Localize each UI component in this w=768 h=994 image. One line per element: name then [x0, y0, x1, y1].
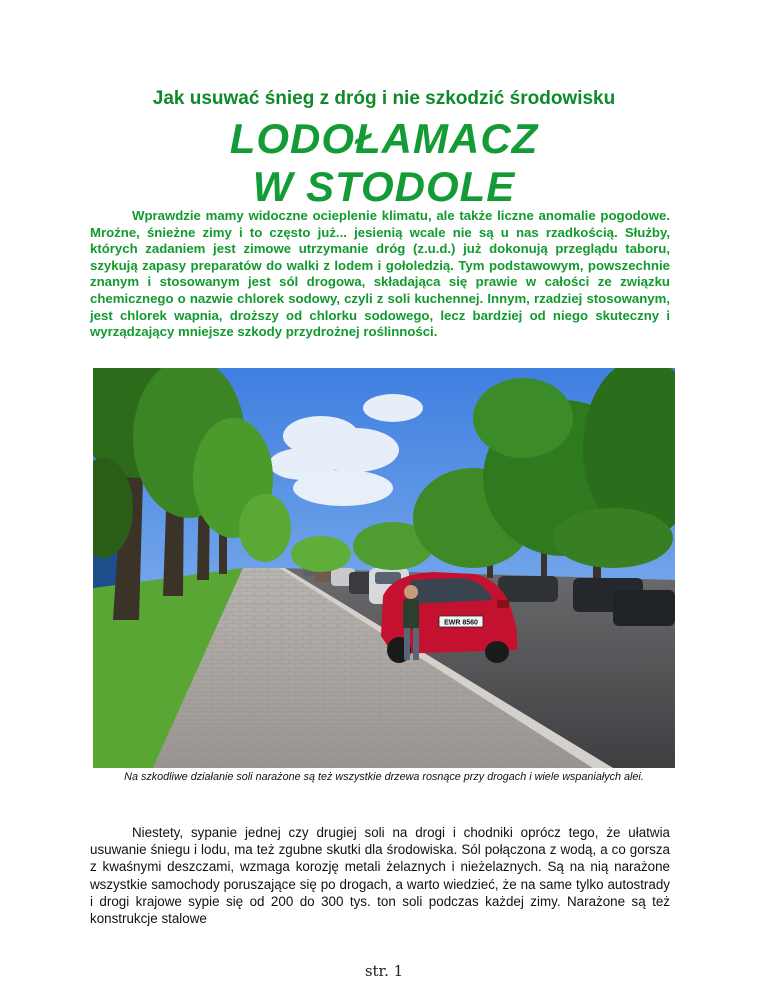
red-car: [381, 572, 517, 663]
article-title-line-1: LODOŁAMACZ: [229, 115, 539, 162]
body-paragraph: Niestety, sypanie jednej czy drugiej soli na drogi i chodniki oprócz tego, że ułatwia usuwanie śniegu i lodu, ma też zgubne skutki dla środowiska. Sól połączona z wodą, a co gorsza z kwaśnymi deszczami, wzmaga korozję metali żelaznych i nieżelaznych. Są na nią narażone wszystkie samochody poruszające się po drogach, a warto wiedzieć, że na same tylko autostrady i drogi krajowe sypie się od 200 do 300 tys. ton soli podczas każdej zimy. Narażone są też konstrukcje stalowe: [90, 825, 670, 927]
lead-paragraph: Wprawdzie mamy widoczne ocieplenie klimatu, ale także liczne anomalie pogodowe. Mroźne, śnieżne zimy i to często już... jesienią wcale nie są u nas rzadkością. Służby, których zadaniem jest zimowe utrzymanie dróg (z.u.d.) już dokonują przeglądu taboru, szykują zapasy preparatów do walki z lodem i gołoledzią. Tym podstawowym, powszechnie znanym i stosowanym jest sól drogowa, składająca się prawie w całości ze związku chemicznego o nazwie chlorek sodowy, czyli z soli kuchennej. Innym, rzadziej stosowanym, jest chlorek wapnia, droższy od chlorku sodowego, lecz bardziej od niego skuteczny i wyrządzający mniejsze szkody przydrożnej roślinności.: [90, 208, 670, 340]
article-title-line-2: W STODOLE: [252, 163, 516, 210]
page-number: str. 1: [364, 962, 404, 980]
license-plate: EWR 8560: [444, 619, 478, 627]
tree-alley-photo: [93, 368, 675, 768]
photo-caption: Na szkodliwe działanie soli narażone są też wszystkie drzewa rosnące przy drogach i wiele wspaniałych alei.: [124, 771, 644, 783]
article-kicker: Jak usuwać śnieg z dróg i nie szkodzić środowisku: [152, 88, 616, 109]
